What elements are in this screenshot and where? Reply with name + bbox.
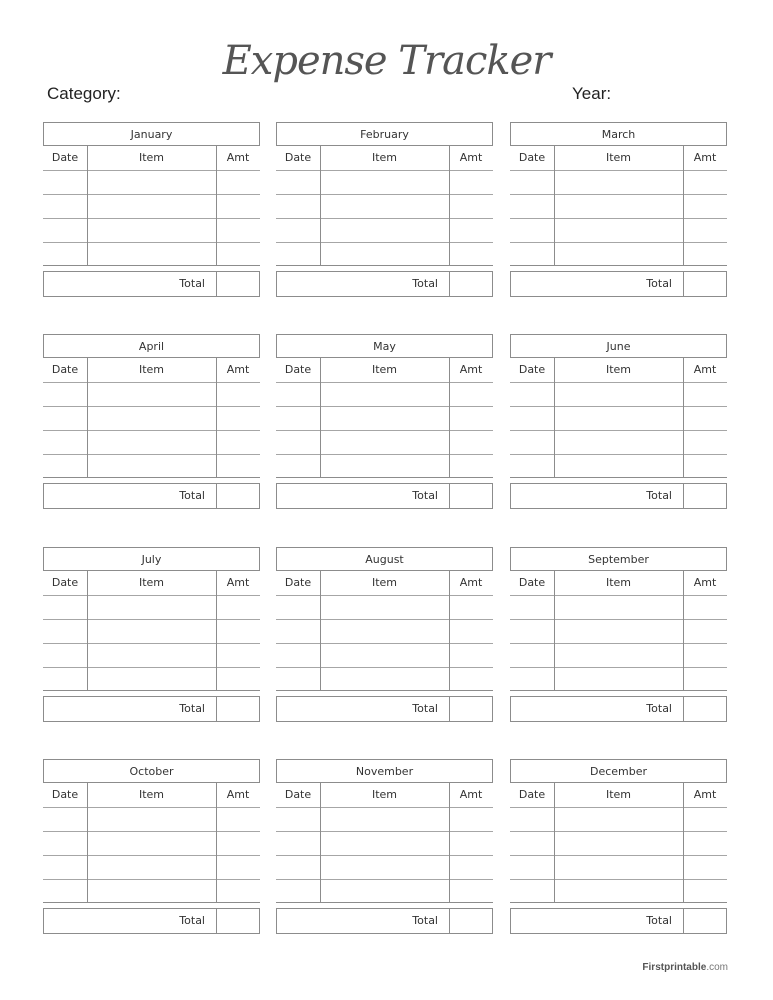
total-row bbox=[276, 696, 493, 722]
column-date: Date bbox=[518, 363, 546, 376]
total-label: Total bbox=[412, 489, 438, 502]
month-block-november bbox=[276, 759, 493, 934]
total-label: Total bbox=[412, 702, 438, 715]
entry-row[interactable] bbox=[276, 382, 493, 405]
total-label: Total bbox=[412, 277, 438, 290]
footer-brand-name: Firstprintable bbox=[642, 962, 707, 973]
month-header: November bbox=[276, 759, 493, 783]
entry-row[interactable] bbox=[43, 643, 260, 666]
column-date: Date bbox=[51, 788, 79, 801]
total-amount-cell[interactable] bbox=[450, 697, 492, 721]
total-amount-cell[interactable] bbox=[450, 272, 492, 296]
column-date: Date bbox=[518, 576, 546, 589]
expense-table bbox=[276, 358, 493, 478]
total-amount-cell[interactable] bbox=[684, 272, 726, 296]
total-row bbox=[43, 696, 260, 722]
expense-table bbox=[510, 571, 727, 691]
month-block-september bbox=[510, 547, 727, 722]
total-row bbox=[510, 696, 727, 722]
entry-row[interactable] bbox=[510, 643, 727, 666]
month-block-october bbox=[43, 759, 260, 934]
column-item: Item bbox=[605, 788, 632, 801]
column-amt: Amt bbox=[226, 788, 250, 801]
total-amount-cell[interactable] bbox=[450, 484, 492, 508]
month-block-december bbox=[510, 759, 727, 934]
total-row bbox=[43, 271, 260, 297]
column-amt: Amt bbox=[226, 363, 250, 376]
entry-row[interactable] bbox=[510, 667, 727, 690]
entry-row[interactable] bbox=[276, 454, 493, 477]
total-amount-cell[interactable] bbox=[684, 697, 726, 721]
column-amt: Amt bbox=[693, 151, 717, 164]
column-date: Date bbox=[284, 363, 312, 376]
month-block-january bbox=[43, 122, 260, 297]
month-block-march bbox=[510, 122, 727, 297]
column-amt: Amt bbox=[693, 363, 717, 376]
entry-row[interactable] bbox=[510, 218, 727, 241]
total-label: Total bbox=[179, 489, 205, 502]
entry-row[interactable] bbox=[510, 879, 727, 902]
entry-row[interactable] bbox=[510, 242, 727, 265]
entry-row[interactable] bbox=[276, 855, 493, 878]
month-header: October bbox=[43, 759, 260, 783]
entry-row[interactable] bbox=[276, 831, 493, 854]
column-amt: Amt bbox=[459, 363, 483, 376]
entry-row[interactable] bbox=[510, 454, 727, 477]
month-header: June bbox=[510, 334, 727, 358]
column-date: Date bbox=[51, 576, 79, 589]
entry-row[interactable] bbox=[510, 595, 727, 618]
expense-table bbox=[510, 146, 727, 266]
month-block-july bbox=[43, 547, 260, 722]
entry-row[interactable] bbox=[43, 831, 260, 854]
total-label: Total bbox=[646, 702, 672, 715]
column-item: Item bbox=[138, 363, 165, 376]
total-label: Total bbox=[412, 914, 438, 927]
entry-row[interactable] bbox=[510, 194, 727, 217]
total-label: Total bbox=[179, 702, 205, 715]
column-amt: Amt bbox=[693, 788, 717, 801]
entry-row[interactable] bbox=[276, 619, 493, 642]
entry-row[interactable] bbox=[43, 855, 260, 878]
month-header: July bbox=[43, 547, 260, 571]
column-item: Item bbox=[138, 151, 165, 164]
entry-row[interactable] bbox=[510, 619, 727, 642]
column-amt: Amt bbox=[459, 151, 483, 164]
total-row bbox=[510, 483, 727, 509]
total-row bbox=[510, 271, 727, 297]
column-date: Date bbox=[284, 151, 312, 164]
expense-table bbox=[43, 783, 260, 903]
column-item: Item bbox=[138, 576, 165, 589]
month-block-august bbox=[276, 547, 493, 722]
month-block-may bbox=[276, 334, 493, 509]
total-row bbox=[510, 908, 727, 934]
column-amt: Amt bbox=[693, 576, 717, 589]
entry-row[interactable] bbox=[43, 218, 260, 241]
entry-row[interactable] bbox=[276, 430, 493, 453]
entry-row[interactable] bbox=[510, 406, 727, 429]
month-header: March bbox=[510, 122, 727, 146]
footer-domain: .com bbox=[706, 962, 728, 973]
total-row bbox=[276, 483, 493, 509]
entry-row[interactable] bbox=[276, 242, 493, 265]
expense-table bbox=[43, 571, 260, 691]
entry-row[interactable] bbox=[276, 595, 493, 618]
entry-row[interactable] bbox=[43, 242, 260, 265]
page-title: Expense Tracker bbox=[222, 38, 551, 84]
total-label: Total bbox=[179, 914, 205, 927]
column-date: Date bbox=[284, 788, 312, 801]
column-item: Item bbox=[605, 151, 632, 164]
total-row bbox=[43, 908, 260, 934]
entry-row[interactable] bbox=[276, 170, 493, 193]
month-header: January bbox=[43, 122, 260, 146]
column-item: Item bbox=[371, 363, 398, 376]
total-label: Total bbox=[179, 277, 205, 290]
entry-row[interactable] bbox=[276, 807, 493, 830]
total-row bbox=[276, 271, 493, 297]
column-item: Item bbox=[138, 788, 165, 801]
month-header: April bbox=[43, 334, 260, 358]
month-header: September bbox=[510, 547, 727, 571]
column-date: Date bbox=[51, 363, 79, 376]
entry-row[interactable] bbox=[43, 382, 260, 405]
entry-row[interactable] bbox=[510, 430, 727, 453]
expense-table bbox=[510, 358, 727, 478]
entry-row[interactable] bbox=[43, 454, 260, 477]
column-amt: Amt bbox=[459, 788, 483, 801]
expense-table bbox=[43, 146, 260, 266]
total-label: Total bbox=[646, 277, 672, 290]
year-label: Year: bbox=[572, 84, 612, 103]
month-block-june bbox=[510, 334, 727, 509]
column-amt: Amt bbox=[226, 576, 250, 589]
column-date: Date bbox=[518, 151, 546, 164]
column-item: Item bbox=[371, 788, 398, 801]
month-header: December bbox=[510, 759, 727, 783]
entry-row[interactable] bbox=[510, 807, 727, 830]
entry-row[interactable] bbox=[43, 667, 260, 690]
column-date: Date bbox=[284, 576, 312, 589]
entry-row[interactable] bbox=[43, 879, 260, 902]
total-amount-cell[interactable] bbox=[684, 484, 726, 508]
expense-table bbox=[276, 783, 493, 903]
entry-row[interactable] bbox=[510, 831, 727, 854]
entry-row[interactable] bbox=[276, 667, 493, 690]
footer-brand bbox=[642, 962, 728, 973]
entry-row[interactable] bbox=[510, 382, 727, 405]
expense-table bbox=[43, 358, 260, 478]
entry-row[interactable] bbox=[43, 619, 260, 642]
entry-row[interactable] bbox=[43, 807, 260, 830]
entry-row[interactable] bbox=[43, 170, 260, 193]
entry-row[interactable] bbox=[43, 194, 260, 217]
total-amount-cell[interactable] bbox=[684, 909, 726, 933]
month-header: May bbox=[276, 334, 493, 358]
column-item: Item bbox=[605, 363, 632, 376]
entry-row[interactable] bbox=[276, 879, 493, 902]
column-date: Date bbox=[51, 151, 79, 164]
total-amount-cell[interactable] bbox=[450, 909, 492, 933]
column-date: Date bbox=[518, 788, 546, 801]
total-amount-cell[interactable] bbox=[217, 272, 259, 296]
entry-row[interactable] bbox=[43, 430, 260, 453]
expense-table bbox=[276, 571, 493, 691]
entry-row[interactable] bbox=[43, 595, 260, 618]
column-item: Item bbox=[605, 576, 632, 589]
total-amount-cell[interactable] bbox=[217, 909, 259, 933]
entry-row[interactable] bbox=[276, 406, 493, 429]
entry-row[interactable] bbox=[276, 194, 493, 217]
entry-row[interactable] bbox=[43, 406, 260, 429]
expense-table bbox=[510, 783, 727, 903]
total-amount-cell[interactable] bbox=[217, 484, 259, 508]
column-amt: Amt bbox=[226, 151, 250, 164]
entry-row[interactable] bbox=[510, 170, 727, 193]
entry-row[interactable] bbox=[276, 643, 493, 666]
category-label: Category: bbox=[47, 84, 121, 103]
month-block-february bbox=[276, 122, 493, 297]
column-item: Item bbox=[371, 576, 398, 589]
month-block-april bbox=[43, 334, 260, 509]
month-header: August bbox=[276, 547, 493, 571]
total-label: Total bbox=[646, 914, 672, 927]
month-header: February bbox=[276, 122, 493, 146]
entry-row[interactable] bbox=[276, 218, 493, 241]
entry-row[interactable] bbox=[510, 855, 727, 878]
total-row bbox=[276, 908, 493, 934]
expense-table bbox=[276, 146, 493, 266]
column-item: Item bbox=[371, 151, 398, 164]
total-label: Total bbox=[646, 489, 672, 502]
column-amt: Amt bbox=[459, 576, 483, 589]
total-row bbox=[43, 483, 260, 509]
total-amount-cell[interactable] bbox=[217, 697, 259, 721]
